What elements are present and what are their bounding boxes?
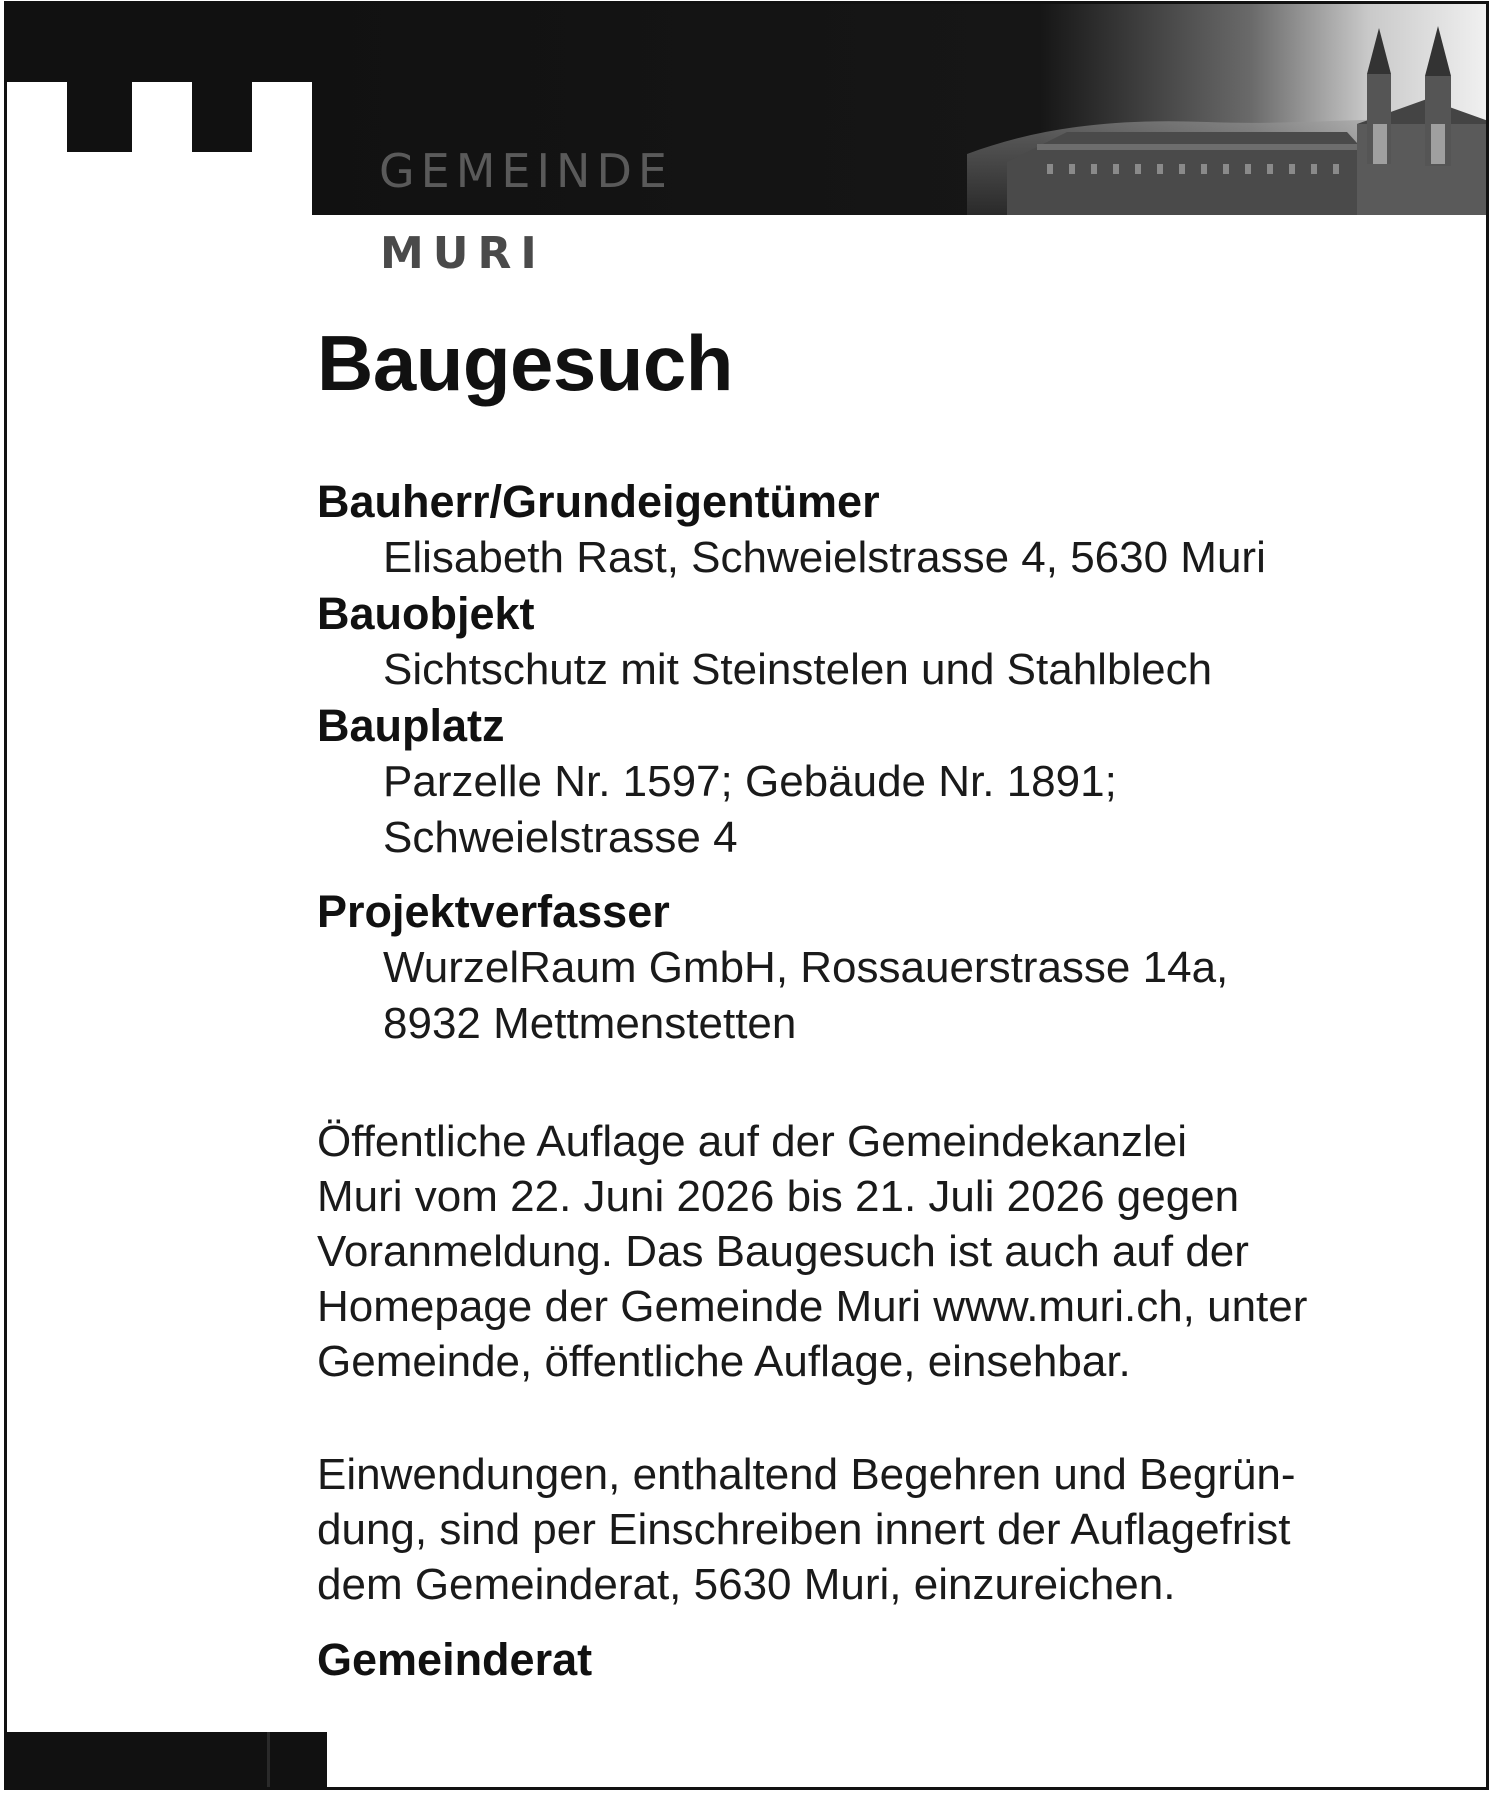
footer-bar-divider — [267, 1732, 270, 1787]
field-bauobjekt — [317, 586, 1457, 698]
paragraph-line: dem Gemeinderat, 5630 Muri, einzureichen. — [317, 1560, 1176, 1609]
notice-content — [317, 319, 1457, 1688]
field-value: Elisabeth Rast, Schweielstrasse 4, 5630 Muri — [383, 533, 1266, 582]
church-skyline-photo — [7, 4, 1486, 215]
paragraph-line: Gemeinde, öffentliche Auflage, einsehbar. — [317, 1337, 1131, 1386]
field-label: Bauobjekt — [317, 588, 535, 639]
einwendungen-paragraph — [317, 1447, 1457, 1612]
field-value: Sichtschutz mit Steinstelen und Stahlblech — [383, 645, 1213, 694]
logo-muri: MURI — [380, 228, 546, 279]
logo-gemeinde: GEMEINDE — [379, 144, 673, 198]
signature: Gemeinderat — [317, 1634, 593, 1685]
paragraph-line: Homepage der Gemeinde Muri www.muri.ch, unter — [317, 1282, 1308, 1331]
field-bauherr — [317, 474, 1457, 586]
field-value: Parzelle Nr. 1597; Gebäude Nr. 1891; — [383, 757, 1117, 806]
paragraph-line: Voranmeldung. Das Baugesuch ist auch auf der — [317, 1227, 1249, 1276]
field-value: 8932 Mettmenstetten — [383, 999, 797, 1048]
notice-title: Baugesuch — [317, 319, 733, 407]
field-value: Schweielstrasse 4 — [383, 813, 738, 862]
auflage-paragraph — [317, 1114, 1457, 1389]
notice-frame — [4, 1, 1489, 1790]
field-value: WurzelRaum GmbH, Rossauerstrasse 14a, — [383, 943, 1229, 992]
footer-bar — [7, 1732, 327, 1787]
field-projektverfasser — [317, 884, 1457, 1052]
field-label: Bauplatz — [317, 700, 505, 751]
field-label: Bauherr/Grundeigentümer — [317, 476, 880, 527]
paragraph-line: Öffentliche Auflage auf der Gemeindekanzlei — [317, 1117, 1187, 1166]
field-label: Projektverfasser — [317, 886, 670, 937]
header-band — [7, 4, 1486, 215]
paragraph-line: Muri vom 22. Juni 2026 bis 21. Juli 2026 gegen — [317, 1172, 1240, 1221]
paragraph-line: dung, sind per Einschreiben innert der Auflagefrist — [317, 1505, 1291, 1554]
paragraph-line: Einwendungen, enthaltend Begehren und Begrün- — [317, 1450, 1296, 1499]
field-bauplatz — [317, 698, 1457, 866]
